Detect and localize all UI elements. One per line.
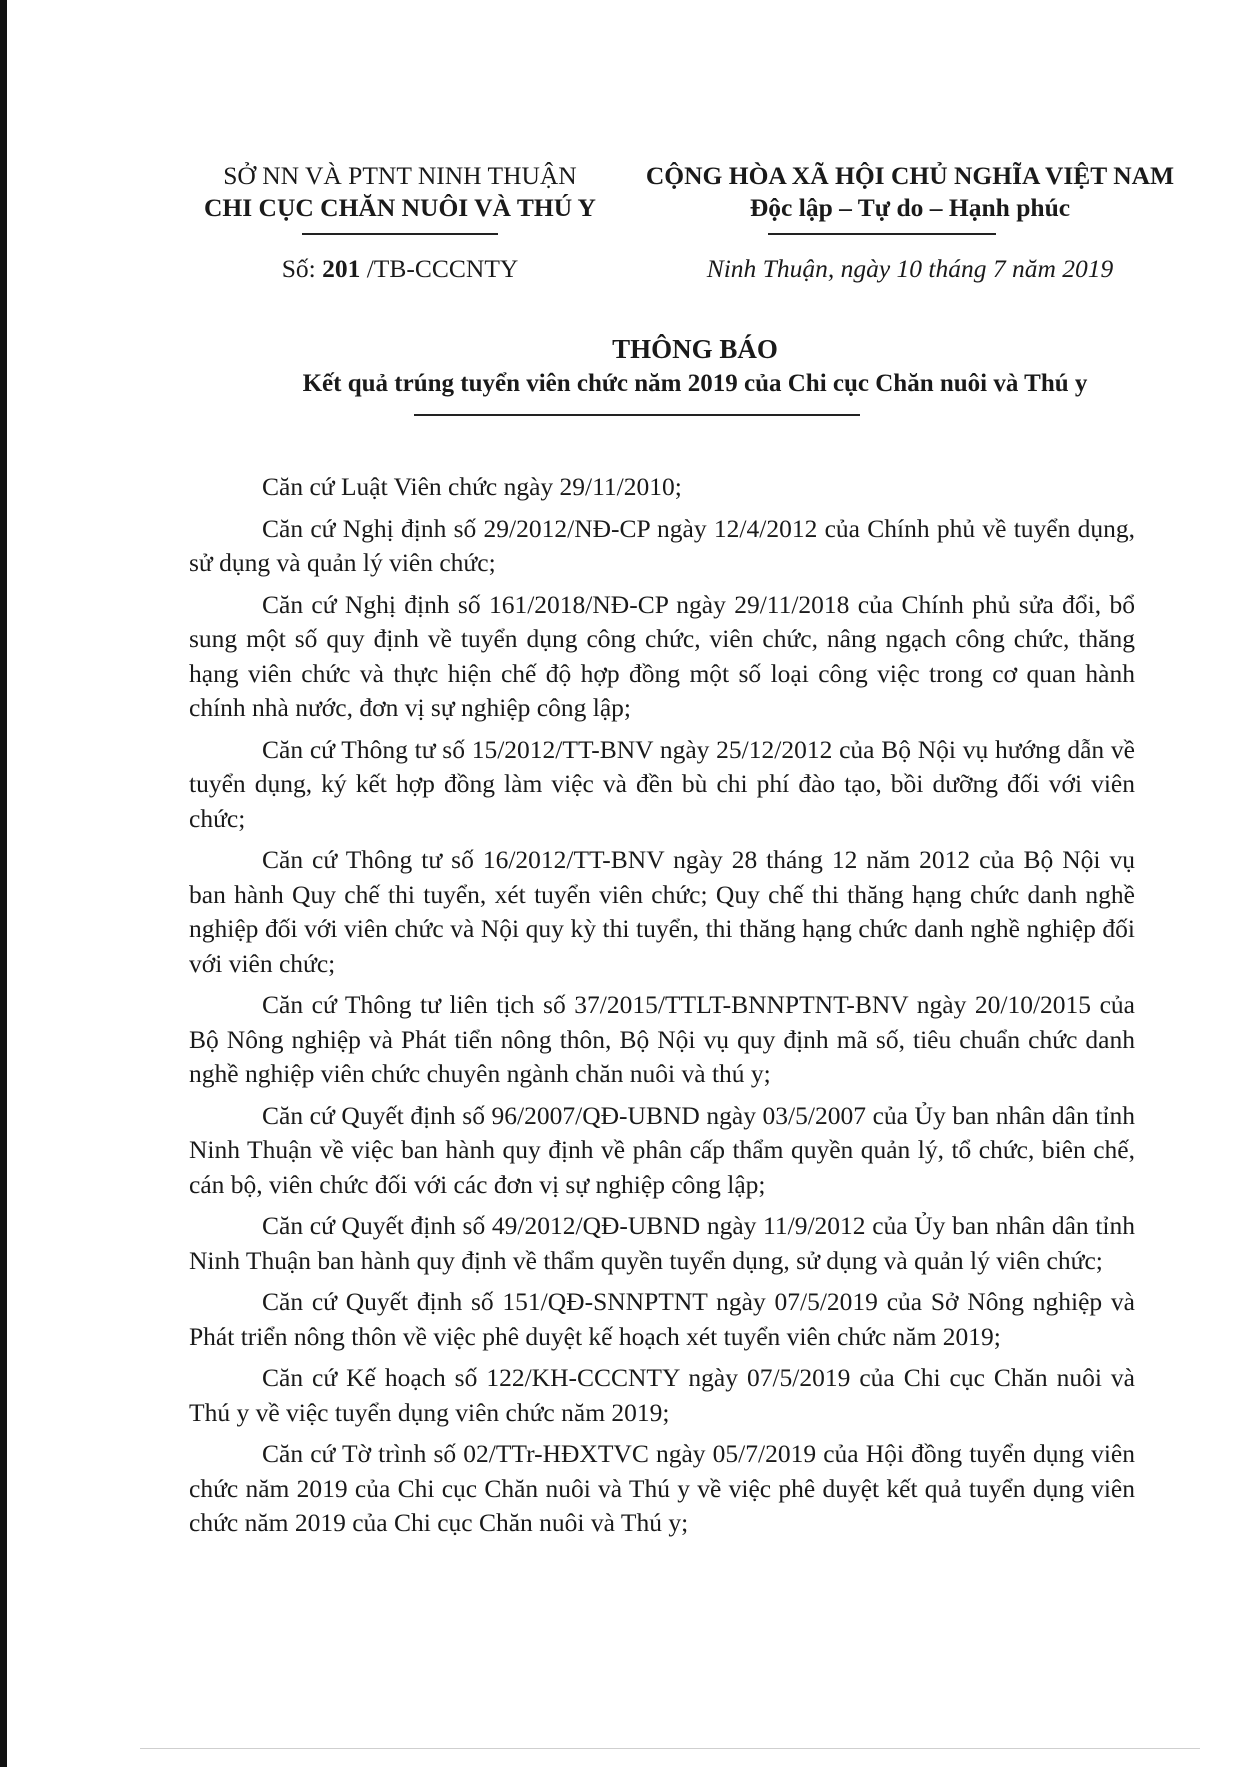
- legal-basis-paragraph: Căn cứ Luật Viên chức ngày 29/11/2010;: [262, 472, 682, 501]
- national-motto: [620, 160, 1200, 224]
- document-subtitle: Kết quả trúng tuyển viên chức năm 2019 của Chi cục Chăn nuôi và Thú y: [302, 370, 1088, 397]
- legal-basis-paragraph: Căn cứ Thông tư số 15/2012/TT-BNV ngày 25/12/2012 của Bộ Nội vụ hướng dẫn về tuyển dụng, ký kết hợp đồng làm việc và đền bù chi phí đào tạo, bồi dưỡng đối với viên chức;: [189, 734, 1135, 833]
- number-prefix: Số:: [281, 254, 323, 283]
- document-title: THÔNG BÁO: [612, 334, 778, 364]
- legal-basis-paragraph: Căn cứ Thông tư số 16/2012/TT-BNV ngày 28 tháng 12 năm 2012 của Bộ Nội vụ ban hành Quy chế thi tuyển, xét tuyển viên chức; Quy chế thi thăng hạng chức danh nghề nghiệp đối với viên chức và Nội quy kỳ thi tuyển, thi thăng hạng chức danh nghề nghiệp đối với viên chức;: [189, 845, 1135, 978]
- motto-line: Độc lập – Tự do – Hạnh phúc: [749, 193, 1071, 222]
- legal-basis-paragraph: Căn cứ Thông tư liên tịch số 37/2015/TTLT-BNNPTNT-BNV ngày 20/10/2015 của Bộ Nông nghiệp và Phát tiển nông thôn, Bộ Nội vụ quy định mã số, tiêu chuẩn chức danh nghề nghiệp viên chức chuyên ngành chăn nuôi và thú y;: [189, 990, 1135, 1088]
- title-underline: [414, 414, 860, 416]
- number-value: 201: [322, 254, 361, 283]
- legal-basis-paragraph: Căn cứ Nghị định số 29/2012/NĐ-CP ngày 12/4/2012 của Chính phủ về tuyển dụng, sử dụng và quản lý viên chức;: [189, 513, 1135, 577]
- document-body: [189, 470, 1135, 1548]
- legal-basis-paragraph: Căn cứ Nghị định số 161/2018/NĐ-CP ngày 29/11/2018 của Chính phủ sửa đổi, bổ sung một số quy định về tuyển dụng công chức, viên chức, nâng ngạch công chức, thăng hạng viên chức và thực hiện chế độ hợp đồng một số loại công việc trong cơ quan hành chính nhà nước, đơn vị sự nghiệp công lập;: [189, 589, 1135, 722]
- agency-name: CHI CỤC CHĂN NUÔI VÀ THÚ Y: [204, 193, 596, 222]
- legal-basis-paragraph: Căn cứ Kế hoạch số 122/KH-CCCNTY ngày 07/5/2019 của Chi cục Chăn nuôi và Thú y về việc tuyển dụng viên chức năm 2019;: [189, 1363, 1135, 1427]
- legal-basis-paragraph: Căn cứ Quyết định số 151/QĐ-SNNPTNT ngày 07/5/2019 của Sở Nông nghiệp và Phát triển nông thôn về việc phê duyệt kế hoạch xét tuyển viên chức năm 2019;: [189, 1287, 1135, 1351]
- document-number: [190, 254, 610, 284]
- scan-bottom-edge: [140, 1748, 1200, 1749]
- issuing-agency: [190, 160, 610, 224]
- country-name: CỘNG HÒA XÃ HỘI CHỦ NGHĨA VIỆT NAM: [645, 161, 1175, 190]
- agency-parent: SỞ NN VÀ PTNT NINH THUẬN: [223, 161, 577, 190]
- agency-underline: [302, 233, 498, 235]
- scan-edge-bar: [0, 0, 7, 1767]
- number-suffix: /TB-CCCNTY: [360, 254, 519, 283]
- document-date: Ninh Thuận, ngày 10 tháng 7 năm 2019: [706, 254, 1114, 283]
- legal-basis-paragraph: Căn cứ Quyết định số 49/2012/QĐ-UBND ngày 11/9/2012 của Ủy ban nhân dân tỉnh Ninh Thuận ban hành quy định về thẩm quyền tuyển dụng, sử dụng và quản lý viên chức;: [189, 1211, 1135, 1275]
- motto-underline: [768, 233, 996, 235]
- legal-basis-paragraph: Căn cứ Tờ trình số 02/TTr-HĐXTVC ngày 05/7/2019 của Hội đồng tuyển dụng viên chức năm 2019 của Chi cục Chăn nuôi và Thú y về việc phê duyệt kết quả tuyển dụng viên chức năm 2019 của Chi cục Chăn nuôi và Thú y;: [189, 1439, 1135, 1537]
- legal-basis-paragraph: Căn cứ Quyết định số 96/2007/QĐ-UBND ngày 03/5/2007 của Ủy ban nhân dân tỉnh Ninh Thuận về việc ban hành quy định về phân cấp thẩm quyền quản lý, tổ chức, biên chế, cán bộ, viên chức đối với các đơn vị sự nghiệp công lập;: [189, 1100, 1135, 1199]
